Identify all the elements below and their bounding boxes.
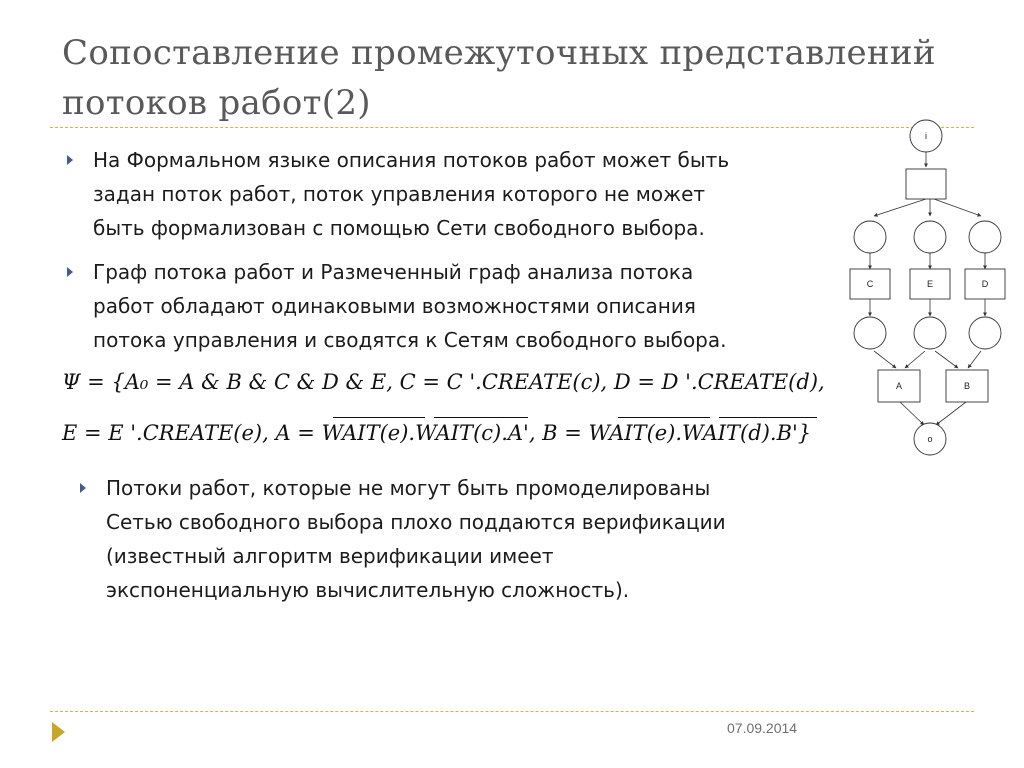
slide-title xyxy=(62,28,962,128)
bullet-2-line-1: Граф потока работ и Размеченный граф анализа потока xyxy=(93,260,694,284)
formula-line-1: Ψ = {A₀ = A & B & C & D & E, C = C '.CREATE(c), D = D '.CREATE(d), xyxy=(62,370,825,394)
transition-b-label: B xyxy=(963,381,971,391)
footer-divider xyxy=(50,711,974,712)
place xyxy=(854,221,886,253)
place xyxy=(969,221,1001,253)
slide-date: 07.09.2014 xyxy=(727,720,798,736)
transition-c-label: C xyxy=(866,279,874,289)
title-divider xyxy=(50,127,974,128)
bullet-1 xyxy=(93,143,729,245)
place-end-label: o xyxy=(927,434,933,444)
place xyxy=(914,221,946,253)
bullet-3-line-2: Сетью свободного выбора плохо поддаются верификации xyxy=(106,510,726,534)
bullet-arrow-icon xyxy=(80,483,86,493)
place-start-label: i xyxy=(925,131,927,141)
bullet-2-line-2: работ обладают одинаковыми возможностями описания xyxy=(93,294,696,318)
bullet-3-line-4: экспоненциальную вычислительную сложность). xyxy=(106,578,630,602)
bullet-3 xyxy=(106,471,726,607)
transition-e-label: E xyxy=(926,279,934,289)
bullet-1-line-1: На Формальном языке описания потоков работ может быть xyxy=(93,148,730,172)
transition-d-label: D xyxy=(981,279,989,289)
bullet-2 xyxy=(93,255,727,357)
play-icon[interactable] xyxy=(52,722,65,742)
formula-overline xyxy=(719,417,817,418)
place xyxy=(914,317,946,349)
transition-split xyxy=(906,169,946,199)
bullet-1-line-2: задан поток работ, поток управления которого не может xyxy=(93,182,706,206)
petri-net-diagram xyxy=(840,118,1020,463)
formula-line-2: E = E '.CREATE(e), A = WAIT(e).WAIT(c).A', B = WAIT(e).WAIT(d).B'} xyxy=(62,421,812,445)
formula-overline xyxy=(618,417,710,418)
bullet-arrow-icon xyxy=(67,267,73,277)
place xyxy=(969,317,1001,349)
formula-overline xyxy=(434,417,528,418)
bullet-3-line-1: Потоки работ, которые не могут быть промоделированы xyxy=(106,476,711,500)
title-line-2: потоков работ(2) xyxy=(62,83,371,123)
place xyxy=(854,317,886,349)
title-line-1: Сопоставление промежуточных представлений xyxy=(62,33,936,73)
bullet-2-line-3: потока управления и сводятся к Сетям свободного выбора. xyxy=(93,328,727,352)
formula-overline xyxy=(333,417,425,418)
bullet-3-line-3: (известный алгоритм верификации имеет xyxy=(106,544,554,568)
transition-a-label: A xyxy=(895,381,903,391)
bullet-arrow-icon xyxy=(67,155,73,165)
bullet-1-line-3: быть формализован с помощью Сети свободного выбора. xyxy=(93,216,705,240)
